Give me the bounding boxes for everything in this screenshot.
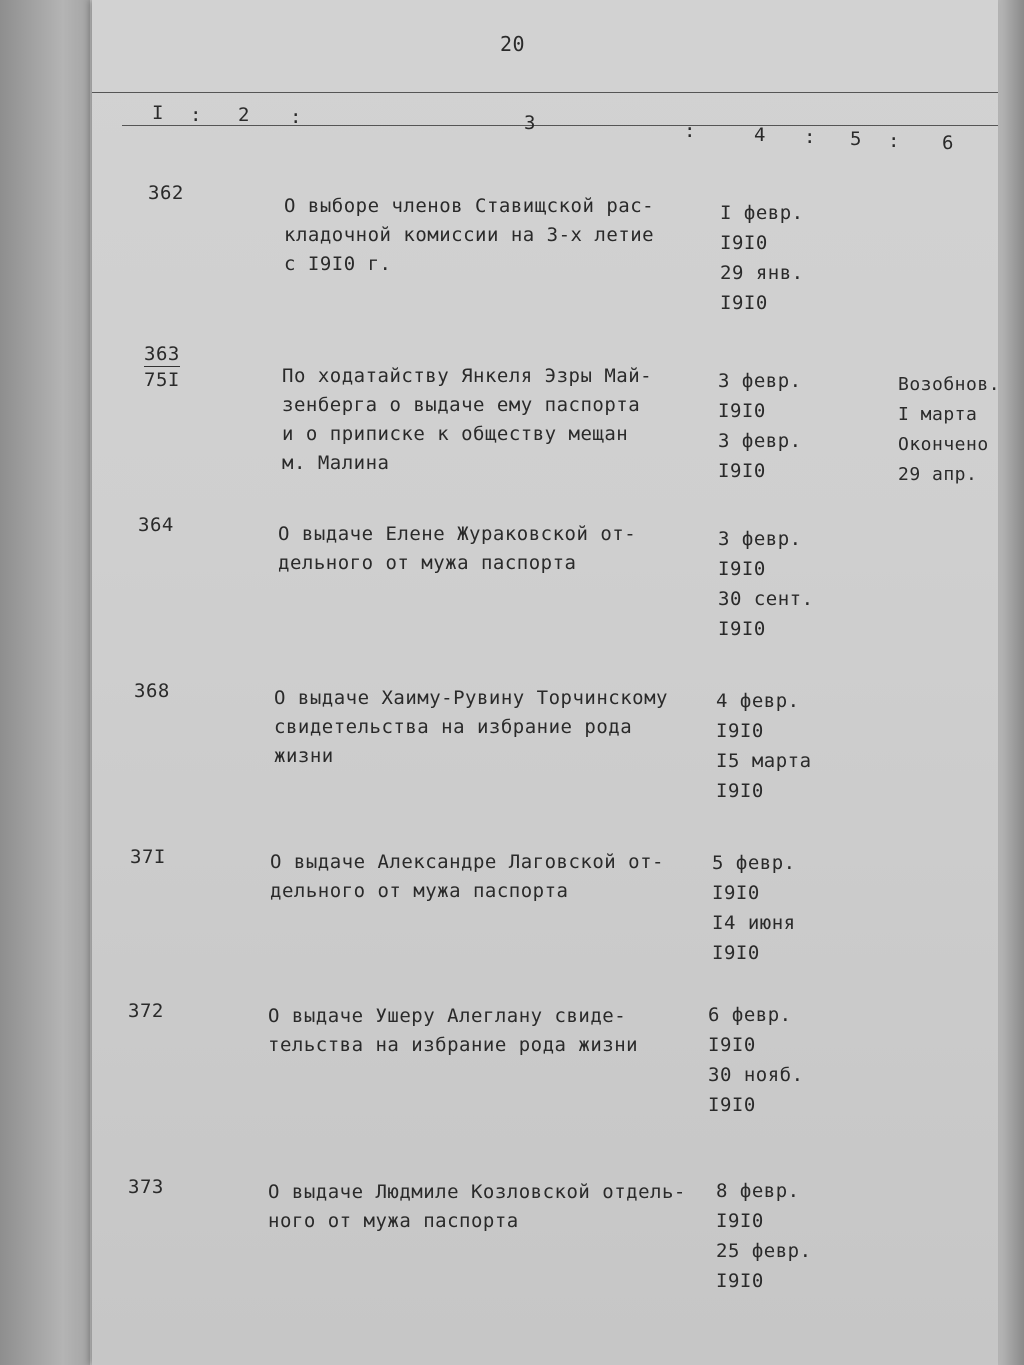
header-top-rule [92, 92, 998, 93]
entry-title-line: дельного от мужа паспорта [278, 552, 577, 574]
entry-dates [712, 848, 832, 968]
end-year: I9I0 [720, 292, 768, 314]
end-year: I9I0 [716, 1270, 764, 1292]
entry-number: 37I [130, 846, 166, 868]
entry-title [268, 1002, 688, 1060]
column-separator: : [684, 120, 696, 142]
entry-dates [716, 686, 836, 806]
entry-title-line: О выборе членов Ставищской рас- [284, 195, 655, 217]
column-header-2: 2 [238, 104, 250, 126]
end-year: I9I0 [716, 780, 764, 802]
start-year: I9I0 [708, 1034, 756, 1056]
end-date: 30 нояб. [708, 1064, 804, 1086]
entry-title-line: ного от мужа паспорта [268, 1210, 519, 1232]
start-year: I9I0 [718, 558, 766, 580]
column-header-4: 4 [754, 124, 766, 146]
start-year: I9I0 [716, 720, 764, 742]
start-date: 3 февр. [718, 528, 802, 550]
start-date: 4 февр. [716, 690, 800, 712]
document-page [92, 0, 1001, 1365]
entry-title-line: О выдаче Ушеру Алеглану свиде- [268, 1005, 627, 1027]
start-year: I9I0 [718, 400, 766, 422]
column-header-1: I [152, 102, 164, 124]
start-year: I9I0 [716, 1210, 764, 1232]
entry-title-line: О выдаче Елене Жураковской от- [278, 523, 637, 545]
end-year: I9I0 [718, 460, 766, 482]
entry-title-line: зенберга о выдаче ему паспорта [282, 394, 641, 416]
entry-title-line: тельства на избрание рода жизни [268, 1034, 639, 1056]
start-date: 5 февр. [712, 852, 796, 874]
entry-title-line: с I9I0 г. [284, 253, 392, 275]
end-year: I9I0 [712, 942, 760, 964]
start-year: I9I0 [720, 232, 768, 254]
entry-number: 372 [128, 1000, 164, 1022]
end-date: 29 янв. [720, 262, 804, 284]
entry-title [278, 520, 698, 578]
entry-title-line: О выдаче Александре Лаговской от- [270, 851, 664, 873]
entry-number: 368 [134, 680, 170, 702]
start-date: 6 февр. [708, 1004, 792, 1026]
start-year: I9I0 [712, 882, 760, 904]
column-header-5: 5 [850, 128, 862, 150]
column-separator: : [290, 106, 302, 128]
entry-title-line: и о приписке к обществу мещан [282, 423, 629, 445]
end-date: I5 марта [716, 750, 812, 772]
entry-title-line: О выдаче Хаиму-Рувину Торчинскому [274, 687, 668, 709]
entry-dates [718, 366, 838, 486]
note-line: Возобнов. [898, 374, 1001, 395]
end-date: 3 февр. [718, 430, 802, 452]
entry-number-primary: 363 [144, 343, 180, 365]
end-year: I9I0 [708, 1094, 756, 1116]
entry-title-line: По ходатайству Янкеля Эзры Май- [282, 365, 653, 387]
note-line: 29 апр. [898, 464, 978, 485]
column-separator: : [190, 104, 202, 126]
entry-number [144, 342, 180, 393]
entry-dates [720, 198, 840, 318]
entry-number: 362 [148, 182, 184, 204]
entry-title [274, 684, 694, 771]
note-line: Окончено [898, 434, 989, 455]
entry-title-line: свидетельства на избрание рода [274, 716, 633, 738]
entry-title [282, 362, 702, 478]
entry-notes [898, 370, 1000, 490]
column-separator: : [804, 126, 816, 148]
end-date: 30 сент. [718, 588, 814, 610]
previous-page-edge [0, 0, 90, 1365]
column-separator: : [888, 130, 900, 152]
entry-title-line: О выдаче Людмиле Козловской отдель- [268, 1181, 686, 1203]
entry-dates [708, 1000, 828, 1120]
entry-title-line: м. Малина [282, 452, 390, 474]
entry-title-line: кладочной комиссии на 3-х летие [284, 224, 655, 246]
entry-dates [718, 524, 838, 644]
entry-number: 373 [128, 1176, 164, 1198]
next-page-edge [996, 0, 1024, 1365]
end-date: I4 июня [712, 912, 796, 934]
entry-title-line: жизни [274, 745, 334, 767]
entry-number: 364 [138, 514, 174, 536]
start-date: I февр. [720, 202, 804, 224]
column-header-6: 6 [942, 132, 954, 154]
page-number: 20 [500, 32, 526, 56]
column-header-3: 3 [524, 112, 536, 134]
start-date: 8 февр. [716, 1180, 800, 1202]
entry-title [284, 192, 704, 279]
end-year: I9I0 [718, 618, 766, 640]
entry-dates [716, 1176, 836, 1296]
entry-title-line: дельного от мужа паспорта [270, 880, 569, 902]
entry-title [268, 1178, 688, 1236]
end-date: 25 февр. [716, 1240, 812, 1262]
start-date: 3 февр. [718, 370, 802, 392]
entry-number-secondary: 75I [144, 369, 180, 391]
entry-title [270, 848, 690, 906]
header-bottom-rule [122, 125, 998, 126]
note-line: I марта [898, 404, 978, 425]
